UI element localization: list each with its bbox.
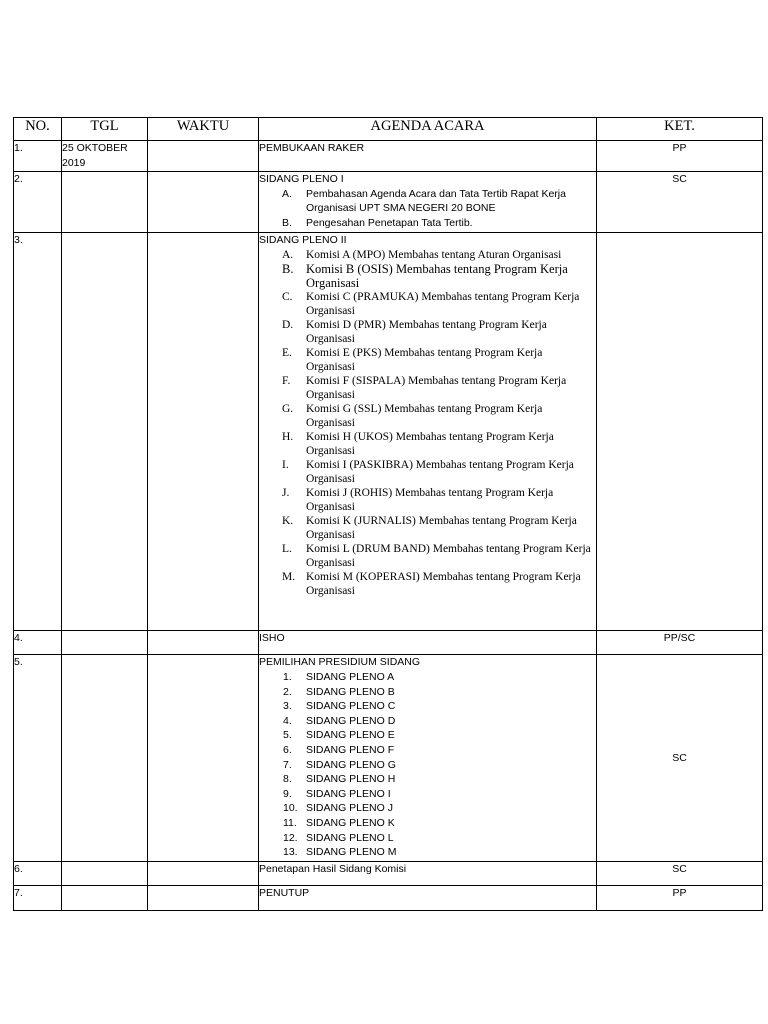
list-marker: F. [282, 374, 291, 387]
list-text: Komisi H (UKOS) Membahas tentang Program Kerja Organisasi [306, 430, 554, 457]
list-marker: 11. [283, 816, 297, 829]
list-marker: L. [282, 542, 292, 555]
list-item [259, 430, 596, 458]
list-text: Komisi D (PMR) Membahas tentang Program Kerja Organisasi [306, 318, 547, 345]
list-text: Pengesahan Penetapan Tata Tertib. [306, 216, 473, 229]
list-marker: D. [282, 318, 294, 331]
row-tgl [62, 631, 148, 655]
list-item [259, 514, 596, 542]
row-tgl [62, 655, 148, 862]
list-item [259, 570, 596, 598]
list-item [259, 845, 596, 860]
list-marker: 4. [283, 714, 292, 727]
row-waktu [148, 141, 259, 172]
list-text: SIDANG PLENO M [306, 846, 397, 859]
table-row [14, 886, 763, 911]
list-text: SIDANG PLENO C [306, 700, 396, 713]
list-text: SIDANG PLENO L [306, 831, 394, 844]
list-text: SIDANG PLENO A [306, 670, 395, 683]
row-tgl [62, 886, 148, 911]
agenda-sublist [259, 248, 596, 598]
row-no: 5. [14, 655, 62, 862]
row-ket: PP [597, 886, 763, 911]
agenda-heading: SIDANG PLENO I [259, 173, 344, 185]
list-item [259, 402, 596, 430]
row-tgl [62, 172, 148, 233]
row-waktu [148, 862, 259, 886]
table-row [14, 631, 763, 655]
list-item [259, 318, 596, 346]
list-item [259, 262, 596, 290]
row-ket: SC [597, 172, 763, 233]
row-no: 7. [14, 886, 62, 911]
table-row [14, 233, 763, 631]
list-marker: 9. [283, 787, 292, 800]
header-agenda: AGENDA ACARA [259, 118, 597, 141]
list-marker: 1. [283, 670, 292, 683]
row-ket [597, 233, 763, 631]
list-text: SIDANG PLENO H [306, 773, 396, 786]
row-agenda: ISHO [259, 631, 597, 655]
list-item [259, 248, 596, 262]
list-text: SIDANG PLENO E [306, 729, 395, 742]
list-text: Komisi F (SISPALA) Membahas tentang Program Kerja Organisasi [306, 374, 567, 401]
agenda-heading: SIDANG PLENO II [259, 234, 347, 247]
list-text: Komisi M (KOPERASI) Membahas tentang Program Kerja Organisasi [306, 570, 581, 597]
list-text: Komisi E (PKS) Membahas tentang Program Kerja Organisasi [306, 346, 543, 373]
list-text: Komisi K (JURNALIS) Membahas tentang Program Kerja Organisasi [306, 514, 577, 541]
list-marker: 8. [283, 773, 292, 786]
row-waktu [148, 655, 259, 862]
list-item [259, 772, 596, 787]
list-item [259, 758, 596, 773]
list-item [259, 728, 596, 743]
row-agenda [259, 233, 597, 631]
list-item [259, 831, 596, 846]
header-row [14, 118, 763, 141]
list-item [259, 187, 596, 216]
list-text: Pembahasan Agenda Acara dan Tata Tertib Rapat Kerja Organisasi UPT SMA NEGERI 20 BONE [306, 187, 566, 215]
row-waktu [148, 631, 259, 655]
list-marker: B. [282, 216, 292, 229]
row-tgl [62, 233, 148, 631]
list-marker: E. [282, 346, 292, 359]
row-no: 3. [14, 233, 62, 631]
list-item [259, 290, 596, 318]
row-no: 6. [14, 862, 62, 886]
list-text: Komisi B (OSIS) Membahas tentang Program Kerja Organisasi [306, 261, 568, 290]
list-marker: 13. [283, 846, 298, 859]
list-text: SIDANG PLENO G [306, 758, 396, 771]
list-item [259, 816, 596, 831]
list-marker: A. [282, 187, 292, 200]
row-no: 4. [14, 631, 62, 655]
list-marker: I. [282, 458, 289, 471]
agenda-table [13, 117, 763, 911]
table-row [14, 655, 763, 862]
list-item [259, 714, 596, 729]
header-waktu: WAKTU [148, 118, 259, 141]
list-marker: 3. [283, 700, 292, 713]
list-item [259, 787, 596, 802]
list-item [259, 458, 596, 486]
row-ket: PP/SC [597, 631, 763, 655]
row-ket: SC [597, 862, 763, 886]
list-text: Komisi A (MPO) Membahas tentang Aturan Organisasi [306, 248, 562, 261]
list-marker: 2. [283, 685, 292, 698]
list-item [259, 486, 596, 514]
agenda-sublist [259, 670, 596, 860]
row-agenda: PENUTUP [259, 886, 597, 911]
row-no: 1. [14, 141, 62, 172]
row-waktu [148, 233, 259, 631]
table-row [14, 172, 763, 233]
row-no: 2. [14, 172, 62, 233]
list-text: Komisi C (PRAMUKA) Membahas tentang Program Kerja Organisasi [306, 290, 580, 317]
list-marker: G. [282, 402, 294, 415]
list-text: Komisi L (DRUM BAND) Membahas tentang Program Kerja Organisasi [306, 542, 591, 569]
list-marker: J. [282, 486, 290, 499]
row-waktu [148, 886, 259, 911]
list-item [259, 743, 596, 758]
list-text: Komisi I (PASKIBRA) Membahas tentang Program Kerja Organisasi [306, 458, 574, 485]
list-marker: 5. [283, 729, 292, 742]
list-text: SIDANG PLENO J [306, 802, 393, 815]
list-item [259, 216, 596, 231]
row-ket: PP [597, 141, 763, 172]
list-item [259, 699, 596, 714]
header-tgl: TGL [62, 118, 148, 141]
list-item [259, 801, 596, 816]
list-item [259, 346, 596, 374]
list-item [259, 670, 596, 685]
list-item [259, 374, 596, 402]
row-tgl [62, 862, 148, 886]
list-item [259, 542, 596, 570]
list-marker: K. [282, 514, 294, 527]
list-text: SIDANG PLENO D [306, 714, 396, 727]
list-marker: 12. [283, 831, 298, 844]
list-marker: 7. [283, 758, 292, 771]
list-text: Komisi J (ROHIS) Membahas tentang Program Kerja Organisasi [306, 486, 554, 513]
agenda-sublist [259, 187, 596, 231]
list-marker: C. [282, 290, 293, 303]
list-marker: H. [282, 430, 294, 443]
row-agenda: Penetapan Hasil Sidang Komisi [259, 862, 597, 886]
row-agenda [259, 655, 597, 862]
row-waktu [148, 172, 259, 233]
list-marker: 10. [283, 802, 298, 815]
list-marker: B. [282, 261, 294, 276]
list-text: SIDANG PLENO F [306, 743, 395, 756]
header-ket: KET. [597, 118, 763, 141]
list-text: SIDANG PLENO K [306, 816, 395, 829]
row-tgl: 25 OKTOBER 2019 [62, 141, 148, 172]
header-no: NO. [14, 118, 62, 141]
table-row [14, 862, 763, 886]
list-marker: A. [282, 248, 294, 261]
row-agenda: PEMBUKAAN RAKER [259, 141, 597, 172]
agenda-heading: PEMILIHAN PRESIDIUM SIDANG [259, 656, 421, 669]
list-marker: 6. [283, 743, 292, 756]
table-row [14, 141, 763, 172]
row-ket: SC [597, 655, 763, 862]
row-agenda [259, 172, 597, 233]
list-text: SIDANG PLENO B [306, 685, 395, 698]
list-text: Komisi G (SSL) Membahas tentang Program Kerja Organisasi [306, 402, 543, 429]
list-item [259, 685, 596, 700]
list-text: SIDANG PLENO I [306, 787, 391, 800]
list-marker: M. [282, 570, 296, 583]
